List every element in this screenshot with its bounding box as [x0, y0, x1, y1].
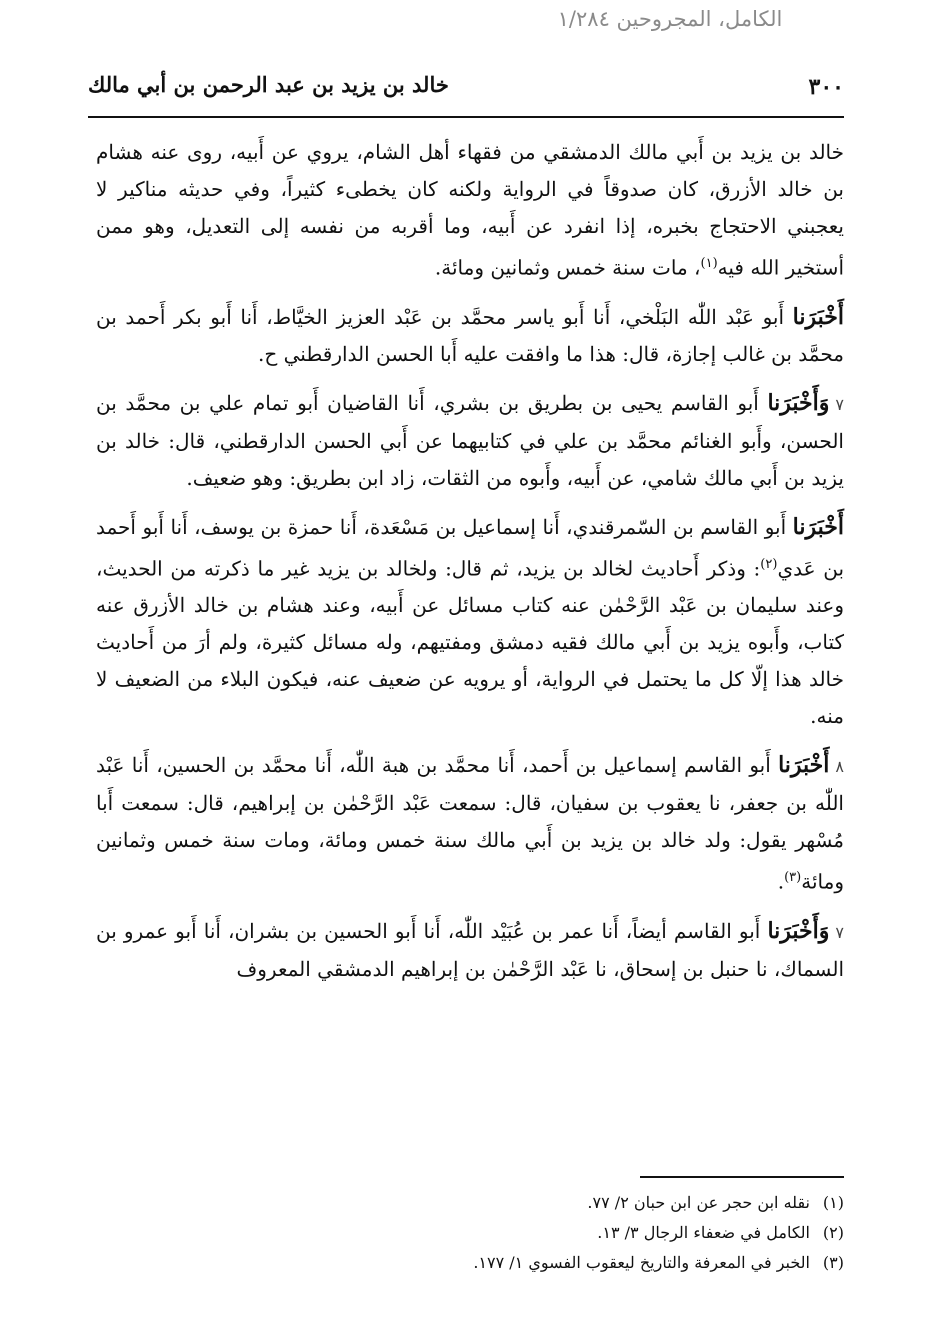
margin-mark: ٨	[835, 757, 844, 777]
isnad-lead: وَأَخْبَرَنا	[767, 389, 830, 416]
header-rule	[88, 116, 844, 118]
paragraph-6: ٧وَأَخْبَرَنا أَبو القاسم أيضاً، أَنا عمر بن عُبَيْد اللّٰه، أَنا أَبو الحسين بن بشران، أَنا أَبو عمرو بن السماك، نا حنبل بن إسحاق، نا عَبْد الرَّحْمٰن بن إبراهيم الدمشقي المعروف	[96, 917, 844, 981]
footnote-2: (٢)الكامل في ضعفاء الرجال ٣/ ١٣.	[597, 1223, 844, 1242]
body-text	[96, 134, 844, 1000]
isnad-lead: أَخْبَرَنا	[792, 303, 844, 330]
footnote-3: (٣)الخبر في المعرفة والتاريخ ليعقوب الفسوي ١/ ١٧٧.	[473, 1253, 844, 1272]
margin-mark: ٧	[835, 922, 844, 942]
paragraph-5: ٨أَخْبَرَنا أَبو القاسم إسماعيل بن أَحمد، أَنا محمَّد بن هبة اللّٰه، أَنا محمَّد بن الحسين، أَنا عَبْد اللّٰه بن جعفر، نا يعقوب بن سفيان، قال: سمعت عَبْد الرَّحْمٰن بن إبراهيم، قال: سمعت أَبا مُسْهر يقول: ولد خالد بن يزيد بن أَبي مالك سنة خمس ومائة، ومات سنة خمس وثمانين ومائة$^{(٣)}$.	[96, 752, 844, 894]
paragraph-3: ٧وَأَخْبَرَنا أَبو القاسم يحيى بن بطريق بن بشري، أَنا القاضيان أَبو تمام علي بن محمَّد بن الحسن، وأَبو الغنائم محمَّد بن علي في كتابيهما عن أَبي الحسن الدارقطني، قال: خالد بن يزيد بن أَبي مالك شامي، عن أَبيه، وأَبوه من الثقات، زاد ابن بطريق: وهو ضعيف.	[96, 389, 844, 490]
footnote-ref-2: (٢)	[760, 556, 778, 572]
page-number: ٣٠٠	[808, 74, 844, 100]
footnote-ref-3: (٣)	[784, 870, 802, 886]
isnad-lead: أَخْبَرَنا	[778, 752, 830, 779]
isnad-lead: وَأَخْبَرَنا	[767, 917, 830, 944]
running-title: خالد بن يزيد بن عبد الرحمن بن أبي مالك	[88, 72, 449, 97]
paragraph-1: خالد بن يزيد بن أَبي مالك الدمشقي من فقهاء أهل الشام، يروي عن أَبيه، روى عنه هشام بن خالد الأزرق، كان صدوقاً في الرواية ولكنه كان يخطىء كثيراً، وفي حديثه مناكير لا يعجبني الاحتجاج بخبره، إذا انفرد عن أَبيه، وما أقربه من نفسه إلى التعديل، وهو ممن أستخير الله فيه$^{(١)}$، مات سنة خمس وثمانين ومائة.	[96, 140, 844, 280]
footnote-rule	[640, 1176, 844, 1178]
footnote-1: (١)نقله ابن حجر عن ابن حبان ٢/ ٧٧.	[587, 1193, 844, 1212]
page-header	[88, 70, 844, 110]
margin-mark: ٧	[835, 394, 844, 414]
footnotes	[96, 1188, 844, 1278]
paragraph-4: أَخْبَرَنا أَبو القاسم بن السّمرقندي، أَنا إسماعيل بن مَسْعَدة، أَنا حمزة بن يوسف، أَنا أَبو أَحمد بن عَدي$^{(٢)}$: وذكر أَحاديث لخالد بن يزيد، ثم قال: ولخالد بن يزيد غير ما ذكرته من الحديث، وعند سليمان بن عَبْد الرَّحْمٰن عنه كتاب مسائل عن أَبيه، وعند هشام بن خالد الأزرق عنه كتاب، وأَبوه يزيد بن أَبي مالك فقيه دمشق ومفتيهم، وله مسائل كثيرة، ولم أرَ من أَحاديث خالد هذا إلّا كل ما يحتمل في الرواية، أو يرويه عن ضعيف عنه، فيكون البلاء من الضعيف لا منه.	[96, 513, 845, 729]
handwritten-note: الكامل، المجروحين ١/٢٨٤	[557, 7, 783, 31]
footnote-ref-1: (١)	[700, 256, 718, 271]
isnad-lead: أَخْبَرَنا	[792, 513, 844, 540]
paragraph-2: أَخْبَرَنا أَبو عَبْد اللّٰه البَلْخي، أَنا أَبو ياسر محمَّد بن عَبْد العزيز الخيَّاط، أَنا أَبو بكر أَحمد بن محمَّد بن غالب إجازة، قال: هذا ما وافقت عليه أَبا الحسن الدارقطني ح.	[96, 303, 844, 366]
